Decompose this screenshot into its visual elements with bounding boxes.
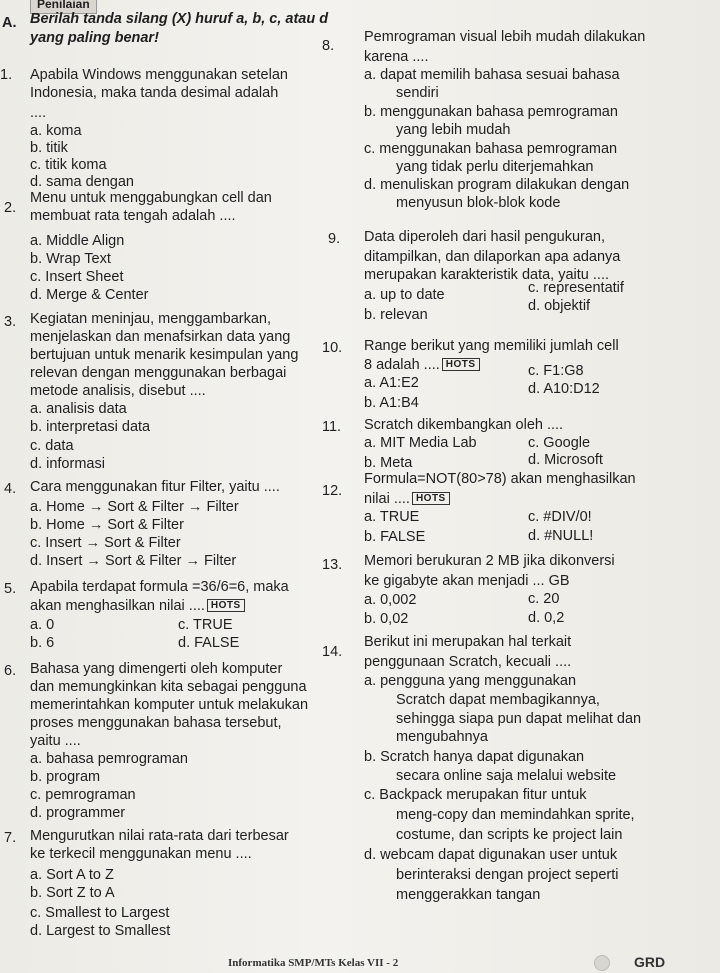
text-q14-a1: a. pengguna yang menggunakan	[364, 673, 577, 689]
text-q2-d: d. Merge & Center	[30, 287, 149, 303]
text-line-q1-l2	[30, 84, 278, 102]
text-line-q1-l1	[30, 66, 288, 84]
text-q11-c: c. Google	[528, 435, 591, 451]
text-line-q2-b	[30, 250, 111, 268]
text-q2-a: a. Middle Align	[30, 233, 125, 249]
text-line-q13-l1	[364, 552, 615, 570]
text-line-q5-num	[4, 580, 16, 598]
text-line-q2-a	[30, 232, 124, 250]
text-q13-num: 13.	[322, 557, 343, 573]
text-line-q10-l2	[364, 356, 480, 374]
text-q13-b: b. 0,02	[364, 611, 409, 627]
text-q13-c: c. 20	[528, 591, 560, 607]
text-line-q10-b	[364, 394, 419, 412]
text-line-q10-num	[322, 339, 342, 357]
text-q9-num: 9.	[328, 231, 341, 247]
text-line-q2-c	[30, 268, 124, 286]
text-q14-l2: penggunaan Scratch, kecuali ....	[364, 654, 572, 670]
text-q6-num: 6.	[4, 663, 17, 679]
text-q4-a: a. Home → Sort & Filter → Filter	[30, 499, 239, 515]
text-q4-num: 4.	[4, 481, 17, 497]
text-line-q5-a	[30, 616, 54, 634]
text-line-q13-c	[528, 590, 559, 608]
text-q8-a2: sendiri	[396, 85, 439, 101]
text-q8-num: 8.	[322, 38, 335, 54]
text-q5-num: 5.	[4, 581, 17, 597]
text-q14-c1: c. Backpack merupakan fitur untuk	[364, 787, 587, 803]
text-q6-l4: proses menggunakan bahasa tersebut,	[30, 715, 282, 731]
text-q12-num: 12.	[322, 483, 343, 499]
text-q9-b: b. relevan	[364, 307, 428, 323]
text-q9-c: c. representatif	[528, 280, 624, 296]
text-line-q2-num	[4, 199, 16, 217]
text-line-q12-l2	[364, 490, 450, 508]
text-line-q7-l1	[30, 827, 289, 845]
text-line-q1-num	[0, 66, 12, 84]
text-line-q3-l1	[30, 310, 271, 328]
text-q5-l2: akan menghasilkan nilai ....	[30, 598, 205, 614]
text-line-q10-c	[528, 362, 584, 380]
text-q2-l1: Menu untuk menggabungkan cell dan	[30, 190, 272, 206]
text-q11-b: b. Meta	[364, 455, 413, 471]
text-q6-a: a. bahasa pemrograman	[30, 751, 188, 767]
text-q10-b: b. A1:B4	[364, 395, 419, 411]
text-q8-d2: menyusun blok-blok kode	[396, 195, 561, 211]
text-line-q2-l1	[30, 189, 272, 207]
text-line-q8-d1	[364, 176, 629, 194]
footer-title: Informatika SMP/MTs Kelas VII - 2	[228, 957, 399, 969]
text-line-q1-l3	[30, 104, 46, 122]
text-line-q4-b	[30, 516, 184, 534]
text-line-q3-l2	[30, 328, 290, 346]
text-line-q3-l5	[30, 382, 206, 400]
text-line-q14-l1	[364, 633, 571, 651]
text-line-q2-d	[30, 286, 148, 304]
text-q2-l2: membuat rata tengah adalah ....	[30, 208, 236, 224]
text-q1-a: a. koma	[30, 123, 82, 139]
text-line-q12-a	[364, 508, 419, 526]
text-line-q6-l5	[30, 732, 81, 750]
text-line-q1-c	[30, 156, 107, 174]
instruction-line-2: yang paling benar!	[30, 30, 159, 46]
text-q1-b: b. titik	[30, 140, 68, 156]
text-q6-c: c. pemrograman	[30, 787, 136, 803]
text-line-q6-l4	[30, 714, 282, 732]
text-line-q1-b	[30, 139, 68, 157]
text-line-q10-d	[528, 380, 600, 398]
text-line-q8-d2	[396, 194, 560, 212]
text-q3-l2: menjelaskan dan menafsirkan data yang	[30, 329, 291, 345]
text-line-q8-a2	[396, 84, 439, 102]
text-q12-l1: Formula=NOT(80>78) akan menghasilkan	[364, 471, 636, 487]
text-line-q5-d	[178, 634, 239, 652]
text-q5-d: d. FALSE	[178, 635, 240, 651]
text-line-q7-c	[30, 904, 169, 922]
text-q1-l2: Indonesia, maka tanda desimal adalah	[30, 85, 279, 101]
text-q11-num: 11.	[322, 419, 342, 435]
text-line-q8-a1	[364, 66, 620, 84]
text-q14-d3: menggerakkan tangan	[396, 887, 541, 903]
text-q3-b: b. interpretasi data	[30, 419, 151, 435]
text-line-q11-d	[528, 451, 603, 469]
text-line-q14-d1	[364, 846, 617, 864]
text-line-q8-c1	[364, 140, 617, 158]
text-line-q8-b1	[364, 103, 618, 121]
text-q14-d2: berinteraksi dengan project seperti	[396, 867, 619, 883]
text-line-q12-c	[528, 508, 592, 526]
text-q10-a: a. A1:E2	[364, 375, 419, 391]
text-line-q12-num	[322, 482, 342, 500]
text-line-q9-l2	[364, 248, 620, 266]
text-q7-a: a. Sort A to Z	[30, 867, 114, 883]
text-line-q5-l2	[30, 597, 245, 615]
text-q14-c3: costume, dan scripts ke project lain	[396, 827, 623, 843]
text-line-q6-c	[30, 786, 136, 804]
text-q4-c: c. Insert → Sort & Filter	[30, 535, 181, 551]
text-q5-b: b. 6	[30, 635, 55, 651]
page-marker-icon	[594, 955, 610, 971]
text-q7-l2: ke terkecil menggunakan menu ....	[30, 846, 252, 862]
text-line-q6-l2	[30, 678, 307, 696]
text-line-q5-c	[178, 616, 233, 634]
instruction-line-1: Berilah tanda silang (X) huruf a, b, c, atau d	[30, 11, 329, 27]
text-line-q11-l1	[364, 416, 563, 434]
text-line-q14-c2	[396, 806, 635, 824]
text-line-q13-d	[528, 609, 564, 627]
text-line-q9-c	[528, 279, 624, 297]
text-q14-a2: Scratch dapat membagikannya,	[396, 692, 600, 708]
text-line-q12-b	[364, 528, 425, 546]
text-q13-a: a. 0,002	[364, 592, 417, 608]
text-q14-b2: secara online saja melalui website	[396, 768, 617, 784]
text-q11-l1: Scratch dikembangkan oleh ....	[364, 417, 564, 433]
text-line-q6-l3	[30, 696, 308, 714]
text-q4-b: b. Home → Sort & Filter	[30, 517, 184, 533]
text-q1-l3: ....	[30, 105, 47, 121]
text-line-q6-b	[30, 768, 100, 786]
text-q10-d: d. A10:D12	[528, 381, 600, 397]
text-line-q8-c2	[396, 158, 593, 176]
text-q10-num: 10.	[322, 340, 343, 356]
text-line-q14-c3	[396, 826, 622, 844]
text-line-q3-l4	[30, 364, 286, 382]
text-line-q12-l1	[364, 470, 636, 488]
text-line-q5-l1	[30, 578, 289, 596]
text-q8-l2: karena ....	[364, 49, 429, 65]
text-q7-b: b. Sort Z to A	[30, 885, 115, 901]
text-line-q6-l1	[30, 660, 282, 678]
text-q4-l1: Cara menggunakan fitur Filter, yaitu ....	[30, 479, 280, 495]
text-q8-b2: yang lebih mudah	[396, 122, 511, 138]
text-line-q4-a	[30, 498, 239, 516]
text-q6-d: d. programmer	[30, 805, 126, 821]
text-q13-l1: Memori berukuran 2 MB jika dikonversi	[364, 553, 615, 569]
text-q5-c: c. TRUE	[178, 617, 233, 633]
text-q14-a4: mengubahnya	[396, 729, 488, 745]
text-q14-a3: sehingga siapa pun dapat melihat dan	[396, 711, 642, 727]
text-q14-b1: b. Scratch hanya dapat digunakan	[364, 749, 585, 765]
text-line-q3-b	[30, 418, 150, 436]
text-q2-b: b. Wrap Text	[30, 251, 111, 267]
text-q6-l2: dan memungkinkan kita sebagai pengguna	[30, 679, 307, 695]
text-q13-l2: ke gigabyte akan menjadi ... GB	[364, 573, 570, 589]
text-q3-num: 3.	[4, 314, 17, 330]
text-line-q11-num	[322, 418, 341, 436]
text-line-q9-b	[364, 306, 428, 324]
text-line-q8-num	[322, 37, 334, 55]
text-q3-l1: Kegiatan meninjau, menggambarkan,	[30, 311, 272, 327]
text-q9-a: a. up to date	[364, 287, 445, 303]
footer-brand: GRD	[634, 954, 666, 970]
text-line-q9-a	[364, 286, 445, 304]
text-q14-d1: d. webcam dapat digunakan user untuk	[364, 847, 618, 863]
text-line-q8-b2	[396, 121, 510, 139]
text-line-q9-d	[528, 297, 590, 315]
text-q1-l1: Apabila Windows menggunakan setelan	[30, 67, 288, 83]
text-q9-l2: ditampilkan, dan dilaporkan apa adanya	[364, 249, 621, 265]
text-line-q7-d	[30, 922, 170, 940]
text-line-q14-a1	[364, 672, 576, 690]
text-q8-c2: yang tidak perlu diterjemahkan	[396, 159, 594, 175]
hots-badge: HOTS	[442, 358, 480, 371]
text-line-q6-a	[30, 750, 188, 768]
text-q6-l1: Bahasa yang dimengerti oleh komputer	[30, 661, 283, 677]
text-line-q7-l2	[30, 845, 252, 863]
text-line-q9-num	[328, 230, 340, 248]
text-line-q14-c1	[364, 786, 586, 804]
text-q7-c: c. Smallest to Largest	[30, 905, 170, 921]
text-q10-l2: 8 adalah ....	[364, 357, 440, 373]
text-q3-d: d. informasi	[30, 456, 105, 472]
text-line-q4-num	[4, 480, 16, 498]
text-line-q7-num	[4, 829, 16, 847]
text-line-q14-a2	[396, 691, 600, 709]
text-q8-d1: d. menuliskan program dilakukan dengan	[364, 177, 630, 193]
text-line-q3-c	[30, 437, 74, 455]
text-q11-d: d. Microsoft	[528, 452, 603, 468]
text-line-q14-b2	[396, 767, 616, 785]
text-line-q13-l2	[364, 572, 570, 590]
text-q10-c: c. F1:G8	[528, 363, 584, 379]
text-line-q1-a	[30, 122, 82, 140]
text-line-q4-d	[30, 552, 236, 570]
text-q7-num: 7.	[4, 830, 17, 846]
text-line-q13-num	[322, 556, 342, 574]
text-q1-num: 1.	[0, 67, 13, 83]
text-q9-l3: merupakan karakteristik data, yaitu ....	[364, 267, 609, 283]
instruction-number: A.	[2, 15, 17, 31]
text-q13-d: d. 0,2	[528, 610, 565, 626]
text-q2-c: c. Insert Sheet	[30, 269, 124, 285]
text-q1-d: d. sama dengan	[30, 174, 134, 190]
text-q8-a1: a. dapat memilih bahasa sesuai bahasa	[364, 67, 620, 83]
text-q3-a: a. analisis data	[30, 401, 127, 417]
text-line-q2-l2	[30, 207, 236, 225]
text-q7-l1: Mengurutkan nilai rata-rata dari terbesar	[30, 828, 289, 844]
text-q7-d: d. Largest to Smallest	[30, 923, 171, 939]
hots-badge: HOTS	[412, 492, 450, 505]
text-q14-num: 14.	[322, 644, 343, 660]
text-q5-a: a. 0	[30, 617, 55, 633]
text-q12-b: b. FALSE	[364, 529, 426, 545]
text-q1-c: c. titik koma	[30, 157, 107, 173]
text-line-q14-a4	[396, 728, 488, 746]
text-q10-l1: Range berikut yang memiliki jumlah cell	[364, 338, 619, 354]
text-q3-c: c. data	[30, 438, 74, 454]
text-q8-l1: Pemrograman visual lebih mudah dilakukan	[364, 29, 646, 45]
text-line-q3-num	[4, 313, 16, 331]
text-q4-d: d. Insert → Sort & Filter → Filter	[30, 553, 237, 569]
text-line-q14-b1	[364, 748, 584, 766]
text-q3-l3: bertujuan untuk menarik kesimpulan yang	[30, 347, 299, 363]
text-line-q12-d	[528, 527, 593, 545]
text-line-q11-c	[528, 434, 590, 452]
header-badge: Penilaian	[30, 0, 97, 14]
text-q14-c2: meng-copy dan memindahkan sprite,	[396, 807, 635, 823]
text-q6-b: b. program	[30, 769, 101, 785]
text-line-q5-b	[30, 634, 54, 652]
text-q14-l1: Berikut ini merupakan hal terkait	[364, 634, 572, 650]
text-line-q10-a	[364, 374, 419, 392]
text-line-q10-l1	[364, 337, 619, 355]
text-line-q7-a	[30, 866, 114, 884]
text-q6-l5: yaitu ....	[30, 733, 81, 749]
text-q2-num: 2.	[4, 200, 17, 216]
text-q12-d: d. #NULL!	[528, 528, 594, 544]
text-line-q3-l3	[30, 346, 298, 364]
text-line-q3-a	[30, 400, 127, 418]
text-q6-l3: memerintahkan komputer untuk melakukan	[30, 697, 309, 713]
text-q12-l2: nilai ....	[364, 491, 410, 507]
text-q12-a: a. TRUE	[364, 509, 420, 525]
text-q3-l4: relevan dengan menggunakan berbagai	[30, 365, 287, 381]
text-line-q14-num	[322, 643, 342, 661]
text-line-q6-num	[4, 662, 16, 680]
text-q12-c: c. #DIV/0!	[528, 509, 592, 525]
text-line-q7-b	[30, 884, 115, 902]
text-line-q8-l1	[364, 28, 645, 46]
text-line-q4-l1	[30, 478, 280, 496]
text-line-q4-c	[30, 534, 181, 552]
text-line-q8-l2	[364, 48, 428, 66]
text-q8-c1: c. menggunakan bahasa pemrograman	[364, 141, 618, 157]
text-line-q11-a	[364, 434, 477, 452]
text-line-q13-a	[364, 591, 416, 609]
text-line-q13-b	[364, 610, 408, 628]
text-line-q14-d3	[396, 886, 540, 904]
text-line-q14-l2	[364, 653, 571, 671]
text-q11-a: a. MIT Media Lab	[364, 435, 477, 451]
text-line-q9-l1	[364, 228, 605, 246]
text-q9-d: d. objektif	[528, 298, 591, 314]
text-q8-b1: b. menggunakan bahasa pemrograman	[364, 104, 618, 120]
text-line-q14-a3	[396, 710, 641, 728]
text-line-q14-d2	[396, 866, 618, 884]
hots-badge: HOTS	[207, 599, 245, 612]
text-line-q6-d	[30, 804, 125, 822]
text-q9-l1: Data diperoleh dari hasil pengukuran,	[364, 229, 606, 245]
text-q5-l1: Apabila terdapat formula =36/6=6, maka	[30, 579, 289, 595]
text-line-q3-d	[30, 455, 105, 473]
text-q3-l5: metode analisis, disebut ....	[30, 383, 206, 399]
